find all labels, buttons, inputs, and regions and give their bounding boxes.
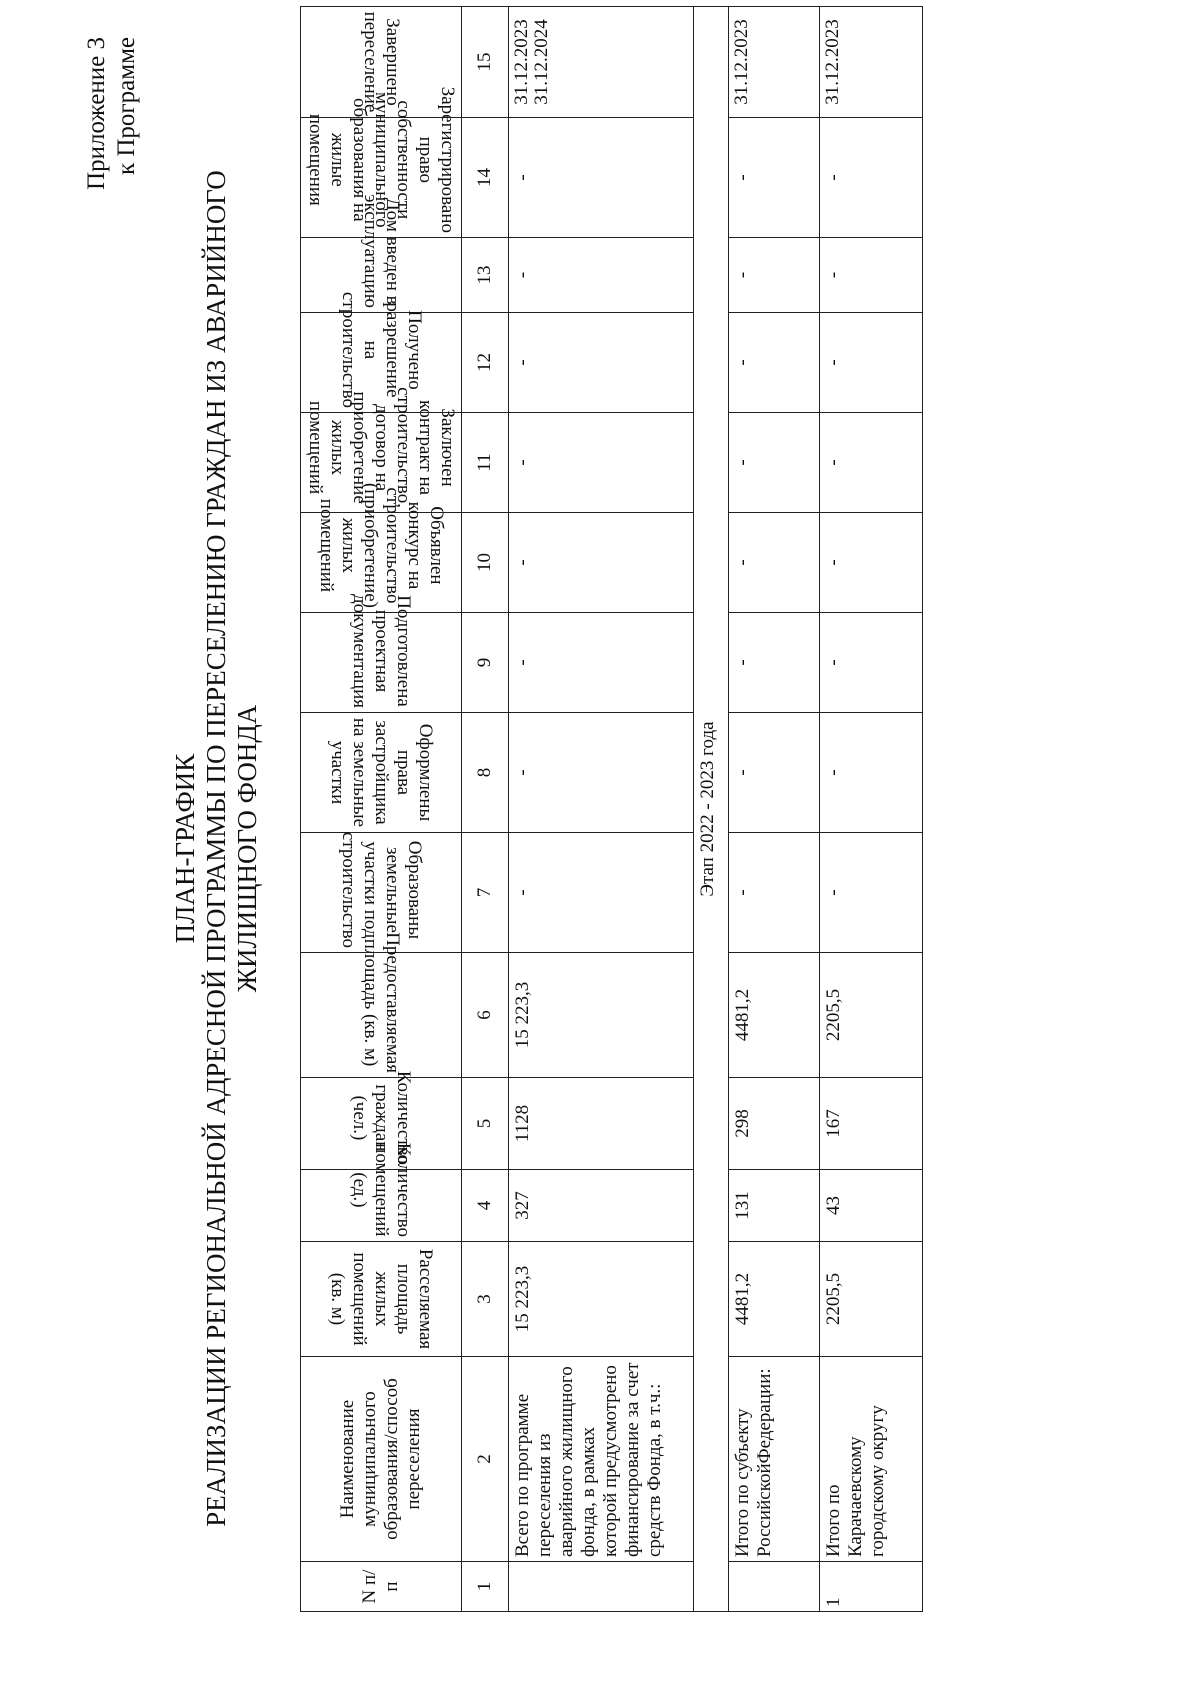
stage-cell: -	[509, 413, 694, 513]
row-name: Итого по субъекту РоссийскойФедерации:	[729, 1357, 820, 1562]
row-number	[509, 1562, 694, 1612]
header-cell: Завершено переселение	[301, 7, 462, 118]
stage-cell: -	[820, 713, 923, 833]
area-cell: 2205,5	[820, 1242, 923, 1357]
stage-row	[694, 7, 729, 1612]
column-number: 14	[462, 118, 509, 238]
stage-cell: -	[729, 313, 820, 413]
header-cell: Объявлен конкурс на строительство (приобретение) жилых помещений	[301, 513, 462, 613]
stage-cell: -	[729, 513, 820, 613]
completion-date-cell	[509, 7, 694, 118]
column-number: 3	[462, 1242, 509, 1357]
column-number: 5	[462, 1078, 509, 1170]
rooms-cell: 43	[820, 1170, 923, 1242]
area-cell: 4481,2	[729, 1242, 820, 1357]
table-row-subject	[729, 7, 820, 1612]
header-cell: Оформлены права застройщика на земельные участки	[301, 713, 462, 833]
provided-area-cell: 4481,2	[729, 953, 820, 1078]
column-number: 1	[462, 1562, 509, 1612]
column-number: 9	[462, 613, 509, 713]
title-line-3: ЖИЛИЩНОГО ФОНДА	[232, 704, 262, 993]
row-number	[729, 1562, 820, 1612]
area-cell: 15 223,3	[509, 1242, 694, 1357]
plan-table	[300, 6, 923, 1612]
stage-cell: -	[820, 833, 923, 953]
stage-cell: -	[820, 313, 923, 413]
table-row-total	[509, 7, 694, 1612]
column-number: 11	[462, 413, 509, 513]
completion-date: 31.12.2023	[729, 7, 820, 118]
stage-cell: -	[729, 238, 820, 313]
column-number: 2	[462, 1357, 509, 1562]
people-cell: 1128	[509, 1078, 694, 1170]
header-cell: Зарегистрировано право собственности муниципального образования на жилые помещения	[301, 118, 462, 238]
header-cell: Получено разрешение на строительство	[301, 313, 462, 413]
stage-cell: -	[509, 833, 694, 953]
completion-date: 31.12.2024	[531, 19, 552, 105]
title-line-1: ПЛАН-ГРАФИК	[170, 753, 200, 944]
stage-cell: -	[820, 413, 923, 513]
column-number: 10	[462, 513, 509, 613]
header-cell: Предоставляемая площадь (кв. м)	[301, 953, 462, 1078]
table-row-okrug	[820, 7, 923, 1612]
header-cell: Наименование муниципального образования/способ переселения	[301, 1357, 462, 1562]
header-cell: Количество помещений (ед.)	[301, 1170, 462, 1242]
title-line-2: РЕАЛИЗАЦИИ РЕГИОНАЛЬНОЙ АДРЕСНОЙ ПРОГРАММЫ ПО ПЕРЕСЕЛЕНИЮ ГРАЖДАН ИЗ АВАРИЙНОГО	[201, 170, 231, 1527]
rooms-cell: 327	[509, 1170, 694, 1242]
header-cell: Образованы земельные участки под строительство	[301, 833, 462, 953]
header-cell: N п/п	[301, 1562, 462, 1612]
header-cell: Расселяемая площадь жилых помещений (кв. м)	[301, 1242, 462, 1357]
column-number: 7	[462, 833, 509, 953]
stage-cell: -	[729, 713, 820, 833]
provided-area-cell: 2205,5	[820, 953, 923, 1078]
stage-cell: -	[820, 613, 923, 713]
column-number: 6	[462, 953, 509, 1078]
stage-cell: -	[820, 238, 923, 313]
stage-cell: -	[509, 118, 694, 238]
annex-line-1: Приложение 3	[83, 37, 110, 190]
stage-cell: -	[729, 118, 820, 238]
stage-cell: -	[509, 713, 694, 833]
stage-cell: -	[509, 238, 694, 313]
stage-cell: -	[820, 118, 923, 238]
stage-cell: -	[729, 833, 820, 953]
column-number: 4	[462, 1170, 509, 1242]
people-cell: 298	[729, 1078, 820, 1170]
header-cell: Подготовлена проектная документация	[301, 613, 462, 713]
row-number: 1	[820, 1562, 923, 1612]
column-number: 8	[462, 713, 509, 833]
column-number: 12	[462, 313, 509, 413]
people-cell: 167	[820, 1078, 923, 1170]
column-number: 15	[462, 7, 509, 118]
header-row	[301, 7, 462, 1612]
header-cell: Дом введен в эксплуатацию	[301, 238, 462, 313]
stage-label: Этап 2022 - 2023 года	[694, 7, 729, 1612]
completion-date: 31.12.2023	[820, 7, 923, 118]
document-title	[170, 80, 263, 1617]
row-name: Всего по программе переселения из аварийного жилищного фонда, в рамках которой предусмотрено финансирование за счет средств Фонда, в т.ч.:	[509, 1357, 694, 1562]
stage-cell: -	[509, 313, 694, 413]
stage-cell: -	[509, 513, 694, 613]
stage-cell: -	[729, 413, 820, 513]
rooms-cell: 131	[729, 1170, 820, 1242]
stage-cell: -	[509, 613, 694, 713]
column-number: 13	[462, 238, 509, 313]
completion-date: 31.12.2023	[511, 19, 532, 105]
provided-area-cell: 15 223,3	[509, 953, 694, 1078]
row-name: Итого по Карачаевскому городскому округу	[820, 1357, 923, 1562]
header-cell: Количество граждан (чел.)	[301, 1078, 462, 1170]
annex-note	[82, 37, 142, 247]
stage-cell: -	[820, 513, 923, 613]
column-number-row	[462, 7, 509, 1612]
annex-line-2: к Программе	[113, 37, 140, 176]
stage-cell: -	[729, 613, 820, 713]
header-cell: Заключен контракт на строительство, договор на приобретение жилых помещений	[301, 413, 462, 513]
